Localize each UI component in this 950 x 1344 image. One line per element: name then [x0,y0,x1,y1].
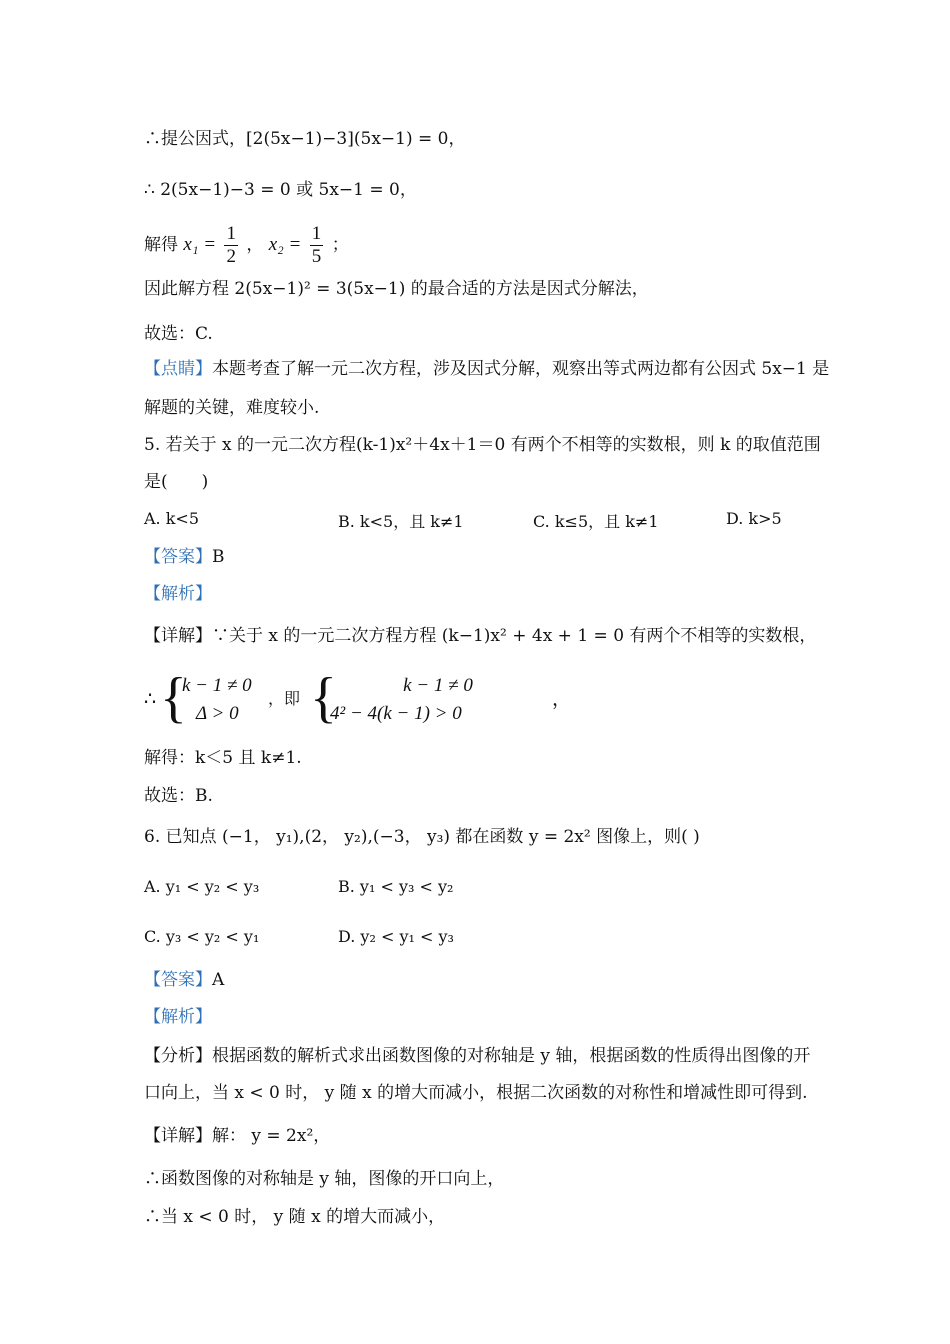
answer-value: B [212,547,225,567]
text-line: 因此解方程 2(5x−1)² = 3(5x−1) 的最合适的方法是因式分解法， [144,279,649,299]
option-d: D. k>5 [726,509,782,528]
text-line: 解得：k＜5 且 k≠1. [144,748,302,768]
section-tag: 【点睛】 [144,359,212,379]
option-b: B. k<5，且 k≠1 [338,512,464,531]
section-tag: 【详解】 [144,1126,212,1146]
left-brace: { [310,667,337,729]
text-line: 口向上，当 x < 0 时， y 随 x 的增大而减小，根据二次函数的对称性和增减性即可得到. [144,1083,808,1103]
analysis-text: 根据函数的解析式求出函数图像的对称轴是 y 轴，根据函数的性质得出图像的开 [212,1046,811,1066]
math-expr: x₁ = [183,234,217,255]
note-line [144,357,830,381]
section-tag: 【分析】 [144,1046,212,1066]
section-tag: 【详解】 [144,626,212,646]
punct: ； [331,235,349,255]
math-expr: x₂ = [268,234,302,255]
system-row: 4² − 4(k − 1) > 0 [330,703,462,724]
text-line: 故选：B. [144,786,213,806]
text-line: ∴函数图像的对称轴是 y 轴，图像的开口向上， [144,1169,505,1189]
fraction: $\frac{1}{2}$ [226,223,236,267]
question-6-stem: 6. 已知点 (−1， y₁),(2， y₂),(−3， y₃) 都在函数 y = 2x² 图像上，则( ) [144,827,700,847]
detail-line [144,1124,830,1148]
detail-line [144,624,830,648]
inequality-system [144,668,844,732]
detail-text: 解： y = 2x²， [212,1126,331,1146]
therefore-symbol: ∴ [144,689,157,710]
option-d: D. y₂ < y₁ < y₃ [338,927,454,946]
left-brace: { [160,667,187,729]
option-a: A. y₁ < y₂ < y₃ [144,877,260,896]
question-5-stem-cont: 是( ) [144,472,209,492]
solution-line [144,222,830,268]
punct: ， [246,235,264,255]
text-line: ∴ 2(5x−1)−3 = 0 或 5x−1 = 0， [144,180,417,200]
system-row: Δ > 0 [196,703,239,724]
text-line: ∴提公因式，[2(5x−1)−3](5x−1) = 0， [144,129,466,149]
punct: ， [552,689,572,710]
option-c: C. k≤5，且 k≠1 [533,512,659,531]
note-text: 本题考查了解一元二次方程，涉及因式分解，观察出等式两边都有公因式 5x−1 是 [212,359,830,379]
fraction: $\frac{1}{5}$ [311,223,322,267]
answer-tag: 【答案】 [144,970,212,990]
option-c: C. y₃ < y₂ < y₁ [144,927,260,946]
system-row: k − 1 ≠ 0 [182,675,252,696]
answer-value: A [212,970,225,990]
answer-line [144,545,830,569]
connector-text: ，即 [268,691,301,708]
answer-line [144,968,830,992]
system-row: k − 1 ≠ 0 [403,675,473,696]
analysis-tag: 【解析】 [144,1007,212,1027]
text-line: 解题的关键，难度较小. [144,398,320,418]
detail-text: ∵关于 x 的一元二次方程方程 (k−1)x² + 4x + 1 = 0 有两个不相等的实数根， [212,626,817,646]
answer-tag: 【答案】 [144,547,212,567]
text-line: ∴当 x < 0 时， y 随 x 的增大而减小， [144,1207,446,1227]
text-line: 故选：C. [144,324,213,344]
option-b: B. y₁ < y₃ < y₂ [338,877,454,896]
analysis-line [144,1044,830,1068]
question-5-stem: 5. 若关于 x 的一元二次方程(k-1)x²＋4x＋1＝0 有两个不相等的实数根，则 k 的取值范围 [144,435,821,455]
label: 解得 [144,235,178,255]
analysis-tag: 【解析】 [144,584,212,604]
option-a: A. k<5 [144,509,200,528]
